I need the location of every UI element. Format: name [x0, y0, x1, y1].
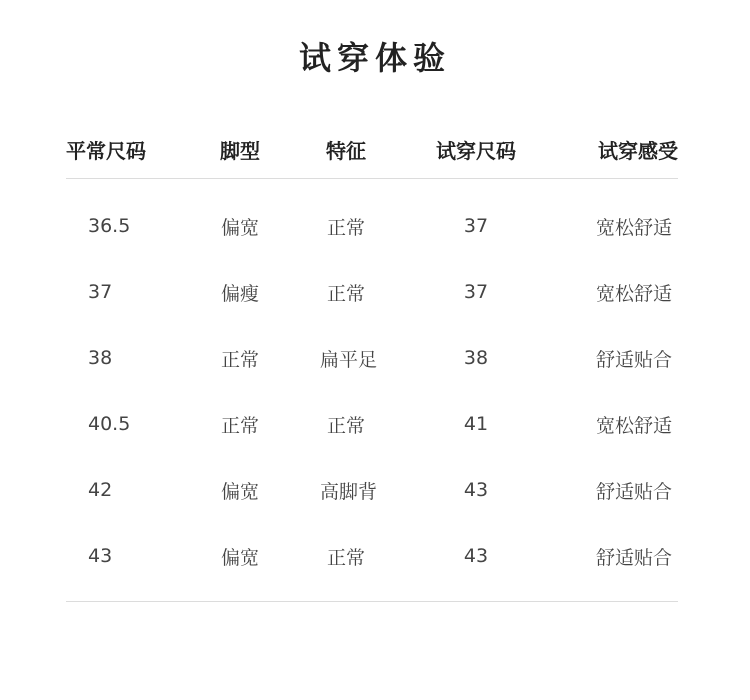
footer-divider	[66, 601, 678, 602]
table-row	[66, 457, 678, 523]
cell-foot-type: 偏宽	[220, 216, 259, 239]
cell-fit-feel: 宽松舒适	[595, 216, 672, 239]
cell-tried-size: 37	[463, 281, 489, 303]
cell-usual-size: 43	[88, 545, 113, 567]
cell-tried-size: 43	[463, 545, 489, 567]
header-usual-size: 平常尺码	[66, 138, 146, 163]
cell-fit-feel: 宽松舒适	[595, 282, 672, 305]
cell-feature: 扁平足	[320, 348, 378, 371]
cell-tried-size: 37	[463, 215, 489, 237]
table-body	[66, 179, 678, 601]
cell-feature: 正常	[326, 414, 365, 437]
table-row	[66, 325, 678, 391]
page-title: 试穿体验	[298, 39, 451, 77]
fit-experience-table	[66, 130, 678, 602]
header-foot-type: 脚型	[220, 138, 260, 163]
table-header	[66, 130, 678, 168]
cell-usual-size: 36.5	[88, 215, 131, 237]
cell-usual-size: 42	[88, 479, 113, 501]
cell-foot-type: 正常	[220, 414, 259, 437]
table-row	[66, 523, 678, 589]
cell-tried-size: 38	[463, 347, 489, 369]
cell-tried-size: 41	[463, 413, 489, 435]
header-feature: 特征	[326, 138, 366, 163]
cell-fit-feel: 舒适贴合	[595, 480, 672, 503]
table-row	[66, 391, 678, 457]
cell-usual-size: 37	[88, 281, 113, 303]
cell-usual-size: 38	[88, 347, 113, 369]
cell-fit-feel: 宽松舒适	[595, 414, 672, 437]
cell-feature: 高脚背	[320, 480, 378, 503]
cell-foot-type: 偏宽	[220, 480, 259, 503]
cell-foot-type: 偏瘦	[220, 282, 259, 305]
cell-foot-type: 正常	[220, 348, 259, 371]
table-row	[66, 193, 678, 259]
cell-feature: 正常	[326, 282, 365, 305]
cell-usual-size: 40.5	[88, 413, 131, 435]
cell-fit-feel: 舒适贴合	[595, 348, 672, 371]
cell-tried-size: 43	[463, 479, 489, 501]
cell-fit-feel: 舒适贴合	[595, 546, 672, 569]
cell-feature: 正常	[326, 216, 365, 239]
header-tried-size: 试穿尺码	[436, 138, 516, 163]
table-row	[66, 259, 678, 325]
cell-foot-type: 偏宽	[220, 546, 259, 569]
header-fit-feel: 试穿感受	[598, 138, 678, 163]
cell-feature: 正常	[326, 546, 365, 569]
